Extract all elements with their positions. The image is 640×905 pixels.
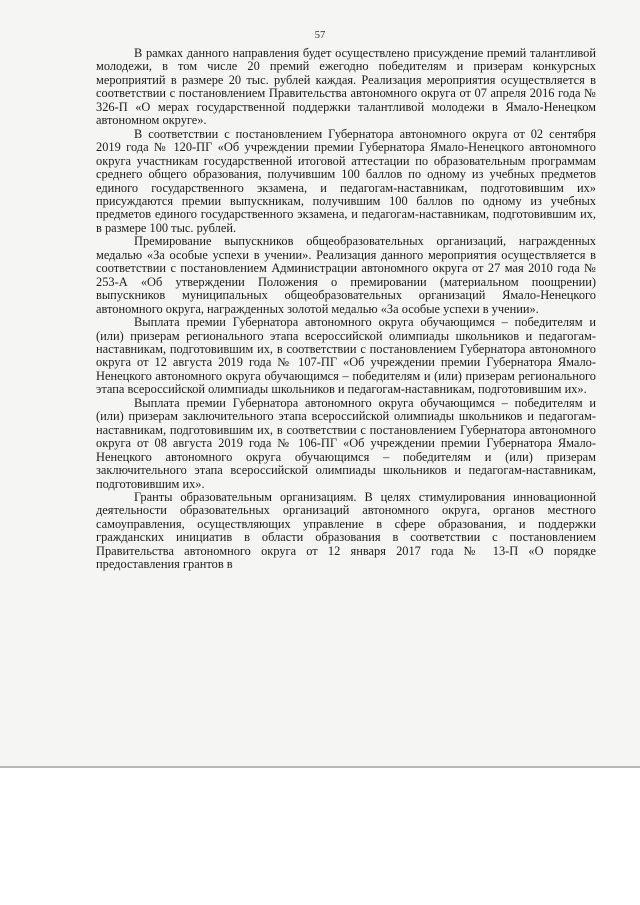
blank-area [0,768,640,905]
page-number: 57 [314,30,326,41]
paragraph-regional-olympiad: Выплата премии Губернатора автономного округа обучающимся – победителям и (или) призерам регионального этапа всероссийской олимпиады школьников и педагогам-наставникам, подготовившим их, в соответствии с постановлением Губернатора автономного округа от 12 августа 2019 года № 107-ПГ «Об учреждении премии Губернатора Ямало-Ненецкого автономного округа обучающимся – победителям и (или) призерам регионального этапа всероссийской олимпиады школьников и педагогам-наставникам, подготовившим их». [96,315,596,397]
paragraph-grants: Гранты образовательным организациям. В целях стимулирования инновационной деятельности образовательных организаций автономного округа, органов местного самоуправления, осуществляющих управление в сфере образования, и поддержки гражданских инициатив в области образования в соответствии с постановлением Правительства автономного округа от 12 января 2017 года № 13-П «О порядке предоставления грантов в [96,489,596,572]
paragraph-medal-graduates: Премирование выпускников общеобразовательных организаций, награжденных медалью «За особые успехи в учении». Реализация данного мероприятия осуществляется в соответствии с постановлением Администрации автономного округа от 27 мая 2010 года № 253-А «Об утверждении Положения о премировании (материальном поощрении) выпускников муниципальных общеобразовательных организаций Ямало-Ненецкого автономного округа, награжденных золотой медалью «За особые успехи в учении». [96,234,596,316]
paragraph-ege-100-awards: В соответствии с постановлением Губернатора автономного округа от 02 сентября 2019 года № 120-ПГ «Об учреждении премии Губернатора Ямало-Ненецкого автономного округа участникам государственной итоговой аттестации по образовательным программам среднего общего образования, получившим 100 баллов по одному из учебных предметов единого государственного экзамена, и педагогам-наставникам, подготовившим их» присуждаются премии выпускникам, получившим 100 баллов по одному из учебных предметов единого государственного экзамена, и педагогам-наставникам, подготовившим их, в размере 100 тыс. рублей. [96,126,596,235]
paragraph-youth-awards: В рамках данного направления будет осуществлено присуждение премий талантливой молодежи, в том числе 20 премий ежегодно победителям и призерам конкурсных мероприятий в размере 20 тыс. рублей каждая. Реализация мероприятия осуществляется в соответствии с постановлением Правительства автономного округа от 07 апреля 2016 года № 326-П «О мерах государственной поддержки талантливой молодежи в Ямало-Ненецком автономном округе». [96,46,596,128]
paragraph-final-olympiad: Выплата премии Губернатора автономного округа обучающимся – победителям и (или) призерам заключительного этапа всероссийской олимпиады школьников и педагогам-наставникам, подготовившим их, в соответствии с постановлением Губернатора автономного округа от 08 августа 2019 года № 106-ПГ «Об учреждении премии Губернатора Ямало-Ненецкого автономного округа обучающимся – победителям и (или) призерам заключительного этапа всероссийской олимпиады школьников и педагогам-наставникам, подготовившим их». [96,395,596,491]
body-text [96,47,596,572]
